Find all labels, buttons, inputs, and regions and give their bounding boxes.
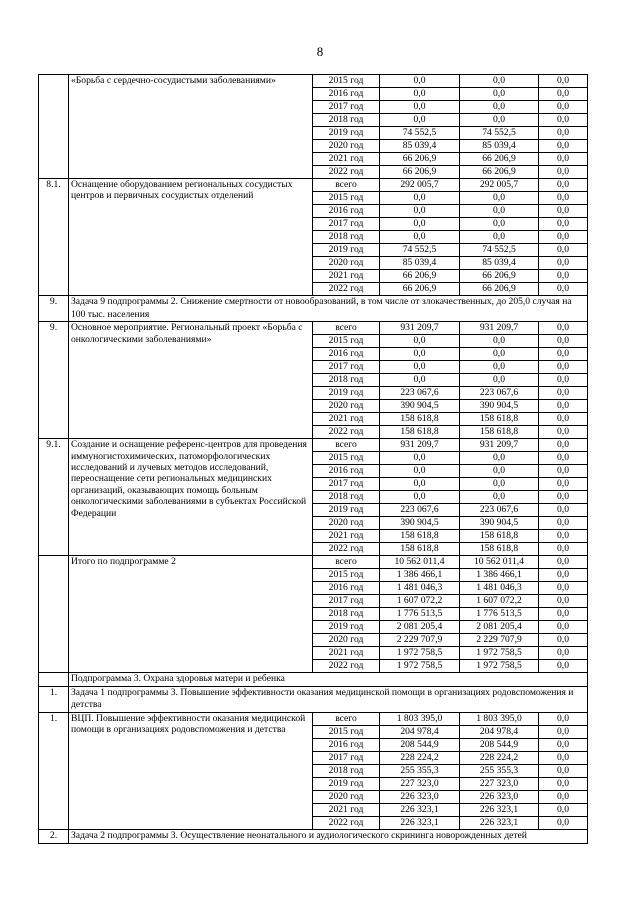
budget-amount-cell: 158 618,8	[460, 413, 539, 426]
budget-amount-cell: 0,0	[460, 452, 539, 465]
total-amount-cell: 1 776 513,5	[380, 608, 460, 621]
row-number: 9.	[39, 296, 69, 322]
budget-amount-cell: 2 229 707,9	[460, 634, 539, 647]
total-amount-cell: 0,0	[380, 75, 460, 88]
period-cell: 2020 год	[313, 634, 380, 647]
budget-amount-cell: 226 323,0	[460, 790, 539, 803]
period-cell: 2017 год	[313, 218, 380, 231]
period-cell: 2018 год	[313, 231, 380, 244]
period-cell: 2015 год	[313, 725, 380, 738]
total-amount-cell: 158 618,8	[380, 413, 460, 426]
total-amount-cell: 74 552,5	[380, 244, 460, 257]
other-amount-cell: 0,0	[539, 608, 588, 621]
other-amount-cell: 0,0	[539, 387, 588, 400]
period-cell: 2020 год	[313, 790, 380, 803]
total-amount-cell: 0,0	[380, 361, 460, 374]
budget-amount-cell: 0,0	[460, 88, 539, 101]
total-amount-cell: 10 562 011,4	[380, 556, 460, 569]
total-amount-cell: 66 206,9	[380, 270, 460, 283]
measure-name: Основное мероприятие. Региональный проект «Борьба с онкологическими заболеваниями»	[69, 322, 313, 439]
row-number: 1.	[39, 712, 69, 829]
other-amount-cell: 0,0	[539, 231, 588, 244]
total-amount-cell: 1 386 466,1	[380, 569, 460, 582]
budget-amount-cell: 223 067,6	[460, 387, 539, 400]
other-amount-cell: 0,0	[539, 127, 588, 140]
budget-amount-cell: 0,0	[460, 348, 539, 361]
other-amount-cell: 0,0	[539, 790, 588, 803]
budget-amount-cell: 292 005,7	[460, 179, 539, 192]
other-amount-cell: 0,0	[539, 439, 588, 452]
total-amount-cell: 66 206,9	[380, 283, 460, 296]
other-amount-cell: 0,0	[539, 517, 588, 530]
total-amount-cell: 1 481 046,3	[380, 582, 460, 595]
measure-name: «Борьба с сердечно-сосудистыми заболеваниями»	[69, 75, 313, 179]
budget-amount-cell: 226 323,1	[460, 803, 539, 816]
budget-amount-cell: 66 206,9	[460, 153, 539, 166]
total-amount-cell: 226 323,1	[380, 803, 460, 816]
period-cell: 2019 год	[313, 127, 380, 140]
budget-amount-cell: 0,0	[460, 361, 539, 374]
other-amount-cell: 0,0	[539, 543, 588, 556]
total-amount-cell: 2 081 205,4	[380, 621, 460, 634]
period-cell: 2016 год	[313, 348, 380, 361]
budget-amount-cell: 0,0	[460, 101, 539, 114]
period-cell: 2022 год	[313, 166, 380, 179]
total-amount-cell: 228 224,2	[380, 751, 460, 764]
period-cell: 2015 год	[313, 335, 380, 348]
other-amount-cell: 0,0	[539, 192, 588, 205]
budget-amount-cell: 0,0	[460, 374, 539, 387]
period-cell: 2022 год	[313, 543, 380, 556]
budget-amount-cell: 0,0	[460, 478, 539, 491]
measure-name: ВЦП. Повышение эффективности оказания медицинской помощи в организациях родовспоможения и детства	[69, 712, 313, 829]
other-amount-cell: 0,0	[539, 361, 588, 374]
other-amount-cell: 0,0	[539, 244, 588, 257]
total-amount-cell: 0,0	[380, 218, 460, 231]
total-amount-cell: 226 323,1	[380, 816, 460, 829]
budget-amount-cell: 1 803 395,0	[460, 712, 539, 725]
total-amount-cell: 223 067,6	[380, 387, 460, 400]
period-cell: 2019 год	[313, 504, 380, 517]
other-amount-cell: 0,0	[539, 348, 588, 361]
period-cell: 2016 год	[313, 582, 380, 595]
period-cell: 2020 год	[313, 140, 380, 153]
other-amount-cell: 0,0	[539, 738, 588, 751]
budget-amount-cell: 158 618,8	[460, 426, 539, 439]
period-cell: 2021 год	[313, 647, 380, 660]
budget-amount-cell: 0,0	[460, 218, 539, 231]
total-amount-cell: 0,0	[380, 231, 460, 244]
row-number: 8.1.	[39, 179, 69, 296]
total-amount-cell: 74 552,5	[380, 127, 460, 140]
period-cell: 2017 год	[313, 595, 380, 608]
period-cell: 2015 год	[313, 569, 380, 582]
table-row	[39, 322, 588, 335]
other-amount-cell: 0,0	[539, 88, 588, 101]
budget-amount-cell: 74 552,5	[460, 244, 539, 257]
other-amount-cell: 0,0	[539, 504, 588, 517]
total-amount-cell: 227 323,0	[380, 777, 460, 790]
other-amount-cell: 0,0	[539, 595, 588, 608]
row-number: 2.	[39, 829, 69, 843]
measure-name: Оснащение оборудованием региональных сосудистых центров и первичных сосудистых отделений	[69, 179, 313, 296]
task-description: Подпрограмма 3. Охрана здоровья матери и ребенка	[69, 673, 588, 687]
period-cell: 2022 год	[313, 660, 380, 673]
period-cell: 2017 год	[313, 478, 380, 491]
task-description: Задача 1 подпрограммы 3. Повышение эффективности оказания медицинской помощи в организациях родовспоможения и детства	[69, 686, 588, 712]
period-cell: 2019 год	[313, 387, 380, 400]
period-cell: 2021 год	[313, 270, 380, 283]
budget-amount-cell: 0,0	[460, 114, 539, 127]
task-row	[39, 673, 588, 687]
other-amount-cell: 0,0	[539, 621, 588, 634]
period-cell: 2020 год	[313, 257, 380, 270]
period-cell: 2021 год	[313, 530, 380, 543]
total-amount-cell: 0,0	[380, 205, 460, 218]
budget-amount-cell: 0,0	[460, 205, 539, 218]
total-amount-cell: 158 618,8	[380, 543, 460, 556]
total-amount-cell: 1 607 072,2	[380, 595, 460, 608]
period-cell: 2019 год	[313, 621, 380, 634]
table-row	[39, 712, 588, 725]
total-amount-cell: 0,0	[380, 101, 460, 114]
budget-amount-cell: 255 355,3	[460, 764, 539, 777]
budget-amount-cell: 85 039,4	[460, 140, 539, 153]
total-amount-cell: 931 209,7	[380, 439, 460, 452]
total-amount-cell: 255 355,3	[380, 764, 460, 777]
period-cell: 2021 год	[313, 153, 380, 166]
total-amount-cell: 226 323,0	[380, 790, 460, 803]
budget-amount-cell: 931 209,7	[460, 322, 539, 335]
total-amount-cell: 0,0	[380, 465, 460, 478]
task-description: Задача 9 подпрограммы 2. Снижение смертности от новообразований, в том числе от злокачественных, до 205,0 случая на 100 тыс. населения	[69, 296, 588, 322]
total-amount-cell: 0,0	[380, 452, 460, 465]
other-amount-cell: 0,0	[539, 660, 588, 673]
budget-amount-cell: 0,0	[460, 192, 539, 205]
other-amount-cell: 0,0	[539, 140, 588, 153]
other-amount-cell: 0,0	[539, 218, 588, 231]
other-amount-cell: 0,0	[539, 764, 588, 777]
period-cell: 2017 год	[313, 751, 380, 764]
budget-amount-cell: 158 618,8	[460, 530, 539, 543]
total-amount-cell: 0,0	[380, 491, 460, 504]
financing-table	[38, 74, 588, 844]
budget-amount-cell: 0,0	[460, 491, 539, 504]
total-amount-cell: 85 039,4	[380, 257, 460, 270]
other-amount-cell: 0,0	[539, 712, 588, 725]
other-amount-cell: 0,0	[539, 751, 588, 764]
period-cell: всего	[313, 712, 380, 725]
other-amount-cell: 0,0	[539, 452, 588, 465]
total-amount-cell: 0,0	[380, 192, 460, 205]
period-cell: 2018 год	[313, 374, 380, 387]
other-amount-cell: 0,0	[539, 374, 588, 387]
other-amount-cell: 0,0	[539, 257, 588, 270]
page-number: 8	[316, 44, 324, 59]
budget-amount-cell: 1 972 758,5	[460, 647, 539, 660]
period-cell: всего	[313, 439, 380, 452]
budget-amount-cell: 1 386 466,1	[460, 569, 539, 582]
other-amount-cell: 0,0	[539, 205, 588, 218]
period-cell: 2022 год	[313, 426, 380, 439]
total-amount-cell: 0,0	[380, 88, 460, 101]
period-cell: 2017 год	[313, 361, 380, 374]
total-amount-cell: 208 544,9	[380, 738, 460, 751]
table-row	[39, 556, 588, 569]
other-amount-cell: 0,0	[539, 101, 588, 114]
other-amount-cell: 0,0	[539, 75, 588, 88]
budget-amount-cell: 223 067,6	[460, 504, 539, 517]
table-row	[39, 75, 588, 88]
period-cell: 2016 год	[313, 88, 380, 101]
total-amount-cell: 85 039,4	[380, 140, 460, 153]
budget-amount-cell: 66 206,9	[460, 283, 539, 296]
period-cell: 2016 год	[313, 465, 380, 478]
total-amount-cell: 0,0	[380, 114, 460, 127]
other-amount-cell: 0,0	[539, 270, 588, 283]
budget-amount-cell: 74 552,5	[460, 127, 539, 140]
other-amount-cell: 0,0	[539, 647, 588, 660]
row-number: 9.1.	[39, 439, 69, 556]
total-amount-cell: 66 206,9	[380, 166, 460, 179]
period-cell: 2015 год	[313, 75, 380, 88]
other-amount-cell: 0,0	[539, 179, 588, 192]
period-cell: 2018 год	[313, 491, 380, 504]
period-cell: 2017 год	[313, 101, 380, 114]
budget-amount-cell: 10 562 011,4	[460, 556, 539, 569]
table-row	[39, 179, 588, 192]
total-amount-cell: 2 229 707,9	[380, 634, 460, 647]
total-amount-cell: 0,0	[380, 348, 460, 361]
total-amount-cell: 223 067,6	[380, 504, 460, 517]
period-cell: 2021 год	[313, 413, 380, 426]
budget-amount-cell: 1 972 758,5	[460, 660, 539, 673]
other-amount-cell: 0,0	[539, 816, 588, 829]
other-amount-cell: 0,0	[539, 166, 588, 179]
budget-amount-cell: 226 323,1	[460, 816, 539, 829]
budget-amount-cell: 0,0	[460, 335, 539, 348]
total-amount-cell: 390 904,5	[380, 517, 460, 530]
other-amount-cell: 0,0	[539, 634, 588, 647]
period-cell: 2019 год	[313, 244, 380, 257]
budget-amount-cell: 390 904,5	[460, 517, 539, 530]
other-amount-cell: 0,0	[539, 803, 588, 816]
task-row	[39, 296, 588, 322]
period-cell: 2018 год	[313, 114, 380, 127]
period-cell: 2016 год	[313, 738, 380, 751]
row-number	[39, 673, 69, 687]
budget-amount-cell: 228 224,2	[460, 751, 539, 764]
period-cell: 2019 год	[313, 777, 380, 790]
total-amount-cell: 204 978,4	[380, 725, 460, 738]
period-cell: 2020 год	[313, 517, 380, 530]
budget-amount-cell: 85 039,4	[460, 257, 539, 270]
budget-amount-cell: 0,0	[460, 75, 539, 88]
period-cell: 2021 год	[313, 803, 380, 816]
period-cell: всего	[313, 556, 380, 569]
period-cell: всего	[313, 179, 380, 192]
budget-amount-cell: 0,0	[460, 465, 539, 478]
period-cell: 2018 год	[313, 764, 380, 777]
other-amount-cell: 0,0	[539, 478, 588, 491]
other-amount-cell: 0,0	[539, 153, 588, 166]
period-cell: 2022 год	[313, 816, 380, 829]
budget-amount-cell: 2 081 205,4	[460, 621, 539, 634]
total-amount-cell: 66 206,9	[380, 153, 460, 166]
total-amount-cell: 292 005,7	[380, 179, 460, 192]
row-number	[39, 75, 69, 179]
other-amount-cell: 0,0	[539, 335, 588, 348]
row-number: 1.	[39, 686, 69, 712]
row-number	[39, 556, 69, 673]
other-amount-cell: 0,0	[539, 725, 588, 738]
total-amount-cell: 931 209,7	[380, 322, 460, 335]
budget-amount-cell: 208 544,9	[460, 738, 539, 751]
period-cell: 2016 год	[313, 205, 380, 218]
row-number: 9.	[39, 322, 69, 439]
total-amount-cell: 0,0	[380, 478, 460, 491]
other-amount-cell: 0,0	[539, 426, 588, 439]
budget-amount-cell: 931 209,7	[460, 439, 539, 452]
other-amount-cell: 0,0	[539, 569, 588, 582]
other-amount-cell: 0,0	[539, 400, 588, 413]
other-amount-cell: 0,0	[539, 413, 588, 426]
other-amount-cell: 0,0	[539, 491, 588, 504]
table-row	[39, 439, 588, 452]
other-amount-cell: 0,0	[539, 465, 588, 478]
period-cell: 2022 год	[313, 283, 380, 296]
budget-amount-cell: 204 978,4	[460, 725, 539, 738]
budget-amount-cell: 66 206,9	[460, 270, 539, 283]
other-amount-cell: 0,0	[539, 322, 588, 335]
budget-amount-cell: 227 323,0	[460, 777, 539, 790]
total-amount-cell: 1 972 758,5	[380, 660, 460, 673]
budget-amount-cell: 390 904,5	[460, 400, 539, 413]
budget-amount-cell: 0,0	[460, 231, 539, 244]
task-row	[39, 829, 588, 843]
total-amount-cell: 390 904,5	[380, 400, 460, 413]
other-amount-cell: 0,0	[539, 114, 588, 127]
other-amount-cell: 0,0	[539, 556, 588, 569]
period-cell: 2018 год	[313, 608, 380, 621]
other-amount-cell: 0,0	[539, 777, 588, 790]
total-amount-cell: 158 618,8	[380, 530, 460, 543]
total-amount-cell: 1 803 395,0	[380, 712, 460, 725]
period-cell: всего	[313, 322, 380, 335]
task-row	[39, 686, 588, 712]
total-amount-cell: 158 618,8	[380, 426, 460, 439]
period-cell: 2015 год	[313, 452, 380, 465]
budget-amount-cell: 1 776 513,5	[460, 608, 539, 621]
budget-amount-cell: 66 206,9	[460, 166, 539, 179]
other-amount-cell: 0,0	[539, 582, 588, 595]
total-amount-cell: 0,0	[380, 335, 460, 348]
total-amount-cell: 1 972 758,5	[380, 647, 460, 660]
budget-amount-cell: 158 618,8	[460, 543, 539, 556]
other-amount-cell: 0,0	[539, 530, 588, 543]
task-description: Задача 2 подпрограммы 3. Осуществление неонатального и аудиологического скрининга новорожденных детей	[69, 829, 588, 843]
total-amount-cell: 0,0	[380, 374, 460, 387]
period-cell: 2015 год	[313, 192, 380, 205]
other-amount-cell: 0,0	[539, 283, 588, 296]
period-cell: 2020 год	[313, 400, 380, 413]
budget-amount-cell: 1 481 046,3	[460, 582, 539, 595]
measure-name: Создание и оснащение референс-центров для проведения иммуногистохимических, патоморфологических исследований и лучевых методов исследований, переоснащение сети региональных медицинских организаций, оказывающих помощь больным онкологическими заболеваниями в субъектах Российской Федерации	[69, 439, 313, 556]
measure-name: Итого по подпрограмме 2	[69, 556, 313, 673]
budget-amount-cell: 1 607 072,2	[460, 595, 539, 608]
